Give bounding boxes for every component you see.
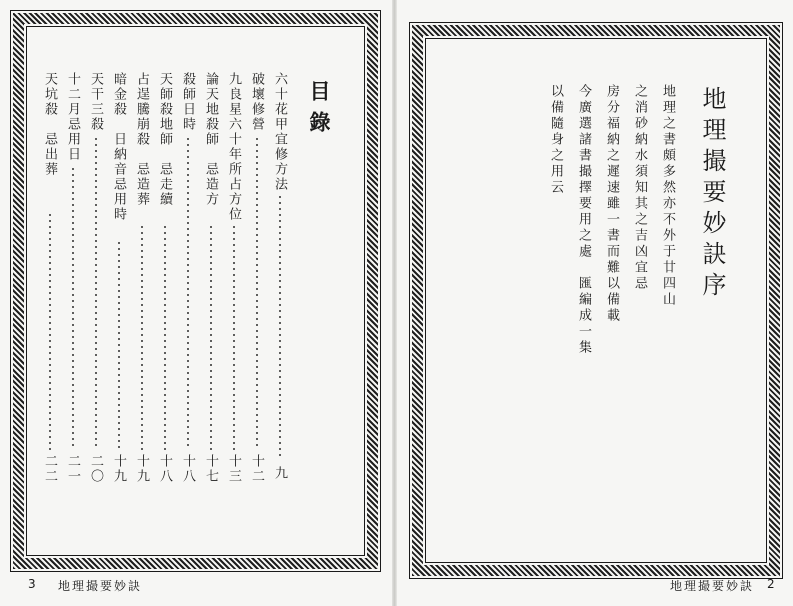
toc-entry-page: 十二 <box>249 454 264 484</box>
toc-leader-dots <box>141 224 143 450</box>
toc-title: 目錄 <box>307 80 331 142</box>
toc-entry-page: 二〇 <box>88 454 103 484</box>
toc-leader-dots <box>49 212 51 450</box>
preface-line: 房分福納之遲速雖一書而難以備載 <box>604 84 619 324</box>
left-page <box>0 0 394 606</box>
running-title: 地理撮要妙訣 <box>58 579 143 593</box>
toc-leader-dots <box>72 166 74 450</box>
toc-entry-page: 十七 <box>203 454 218 484</box>
right-page <box>396 0 793 606</box>
toc-leader-dots <box>164 224 166 450</box>
toc-entry-page: 九 <box>272 466 287 481</box>
toc-leader-dots <box>118 240 120 450</box>
toc-entry-title: 暗金殺 日納音忌用時 <box>111 72 126 222</box>
toc-entry-page: 十九 <box>134 454 149 484</box>
toc-entry-title: 殺師日時 <box>180 72 195 132</box>
toc-entry-page: 十八 <box>180 454 195 484</box>
toc-entry-title: 論天地殺師 忌造方 <box>203 72 218 207</box>
page-number: 2 <box>767 577 775 591</box>
toc-entry-page: 十三 <box>226 454 241 484</box>
toc-leader-dots <box>256 136 258 450</box>
toc-leader-dots <box>233 224 235 450</box>
toc-entry-title: 六十花甲宜修方法 <box>272 72 287 192</box>
toc-leader-dots <box>279 194 281 460</box>
page-number: 3 <box>28 577 36 591</box>
preface-line: 地理之書頗多然亦不外于廿四山 <box>660 84 675 308</box>
toc-entry-title: 占逞騰崩殺 忌造葬 <box>134 72 149 207</box>
toc-leader-dots <box>95 136 97 450</box>
toc-entry-page: 二一 <box>65 454 80 484</box>
toc-entry-title: 天師殺地師 忌走續 <box>157 72 172 207</box>
toc-leader-dots <box>187 136 189 450</box>
toc-entry-page: 十八 <box>157 454 172 484</box>
toc-leader-dots <box>210 224 212 450</box>
toc-entry-title: 十二月忌用日 <box>65 72 80 162</box>
toc-entry-title: 天干三殺 <box>88 72 103 132</box>
toc-entry-page: 二二 <box>42 454 57 484</box>
preface-title: 地理撮要妙訣序 <box>698 86 726 303</box>
preface-line: 之消砂納水須知其之吉凶宜忌 <box>632 84 647 292</box>
toc-entry-page: 十九 <box>111 454 126 484</box>
toc-entry-title: 破壞修營 <box>249 72 264 132</box>
toc-entry-title: 天坑殺 忌出葬 <box>42 72 57 177</box>
preface-line: 今廣選諸書撮擇要用之處 匯編成一集 <box>576 84 591 356</box>
toc-entry-title: 九良星六十年所占方位 <box>226 72 241 222</box>
preface-line: 以備隨身之用云 <box>548 84 563 196</box>
running-title: 地理撮要妙訣 <box>670 579 755 593</box>
